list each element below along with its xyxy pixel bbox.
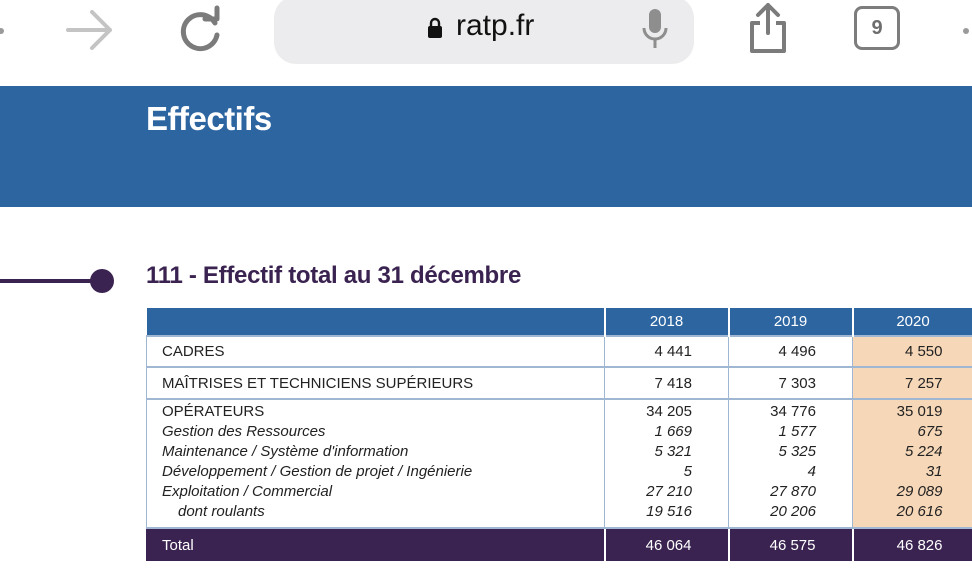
cell-value: 5 321 <box>654 443 692 460</box>
cell-value-group <box>605 399 729 528</box>
cell-value-group <box>729 399 853 528</box>
cell-value: 5 325 <box>778 443 816 460</box>
cell-value: 46 826 <box>853 528 972 561</box>
edge-dot-right <box>963 28 969 34</box>
row-label: Total <box>147 528 605 561</box>
table-row <box>147 336 972 367</box>
cell-value: 4 <box>807 463 816 480</box>
cell-value-highlight: 4 550 <box>853 336 972 367</box>
cell-value: 34 776 <box>770 403 816 420</box>
section-title: 111 - Effectif total au 31 décembre <box>146 262 521 289</box>
sub-row-label: Maintenance / Système d'information <box>162 443 409 460</box>
cell-value: 7 303 <box>729 367 853 399</box>
section-rule-line <box>0 279 98 283</box>
share-icon[interactable] <box>742 0 794 56</box>
row-label: CADRES <box>147 336 605 367</box>
row-label: OPÉRATEURS <box>162 403 265 420</box>
reload-icon[interactable] <box>174 4 226 56</box>
cell-value: 34 205 <box>646 403 692 420</box>
cell-value: 35 019 <box>896 403 943 420</box>
header-year: 2020 <box>853 308 972 336</box>
cell-value: 5 <box>683 463 692 480</box>
cell-value: 46 575 <box>729 528 853 561</box>
cell-value: 29 089 <box>896 483 943 500</box>
cell-value: 4 496 <box>729 336 853 367</box>
cell-value: 46 064 <box>605 528 729 561</box>
forward-arrow-icon[interactable] <box>62 6 118 54</box>
cell-value: 31 <box>925 463 943 480</box>
table-row <box>147 399 972 528</box>
lock-icon <box>427 17 443 39</box>
row-label: MAÎTRISES ET TECHNICIENS SUPÉRIEURS <box>147 367 605 399</box>
sub-row-label: Exploitation / Commercial <box>162 483 333 500</box>
header-year: 2018 <box>605 308 729 336</box>
table-header-row <box>147 308 972 336</box>
cell-value: 20 206 <box>770 503 816 520</box>
section-rule-dot <box>90 269 114 293</box>
cell-value-group-highlight <box>853 399 972 528</box>
total-row <box>147 528 972 561</box>
browser-toolbar <box>0 0 972 86</box>
cell-value: 27 870 <box>770 483 816 500</box>
cell-value: 1 577 <box>778 423 816 440</box>
row-label-group <box>147 399 605 528</box>
cell-value: 675 <box>917 423 943 440</box>
cell-value: 4 441 <box>605 336 729 367</box>
cell-value: 1 669 <box>654 423 692 440</box>
page-title: Effectifs <box>146 100 272 137</box>
cell-value: 19 516 <box>646 503 692 520</box>
sub-row-label: dont roulants <box>178 503 265 520</box>
cell-value: 7 418 <box>605 367 729 399</box>
cell-value: 20 616 <box>896 503 943 520</box>
url-text[interactable]: ratp.fr <box>456 9 535 42</box>
sub-row-label: Gestion des Ressources <box>162 423 326 440</box>
cell-value: 27 210 <box>646 483 692 500</box>
microphone-icon[interactable] <box>640 6 670 50</box>
sub-row-label: Développement / Gestion de projet / Ingénierie <box>162 463 473 480</box>
tabs-button[interactable]: 9 <box>854 6 900 50</box>
cell-value: 5 224 <box>904 443 943 460</box>
cell-value-highlight: 7 257 <box>853 367 972 399</box>
header-blank <box>147 308 605 336</box>
table-row <box>147 367 972 399</box>
header-year: 2019 <box>729 308 853 336</box>
staff-table <box>146 308 972 561</box>
edge-dot-left <box>0 28 4 34</box>
